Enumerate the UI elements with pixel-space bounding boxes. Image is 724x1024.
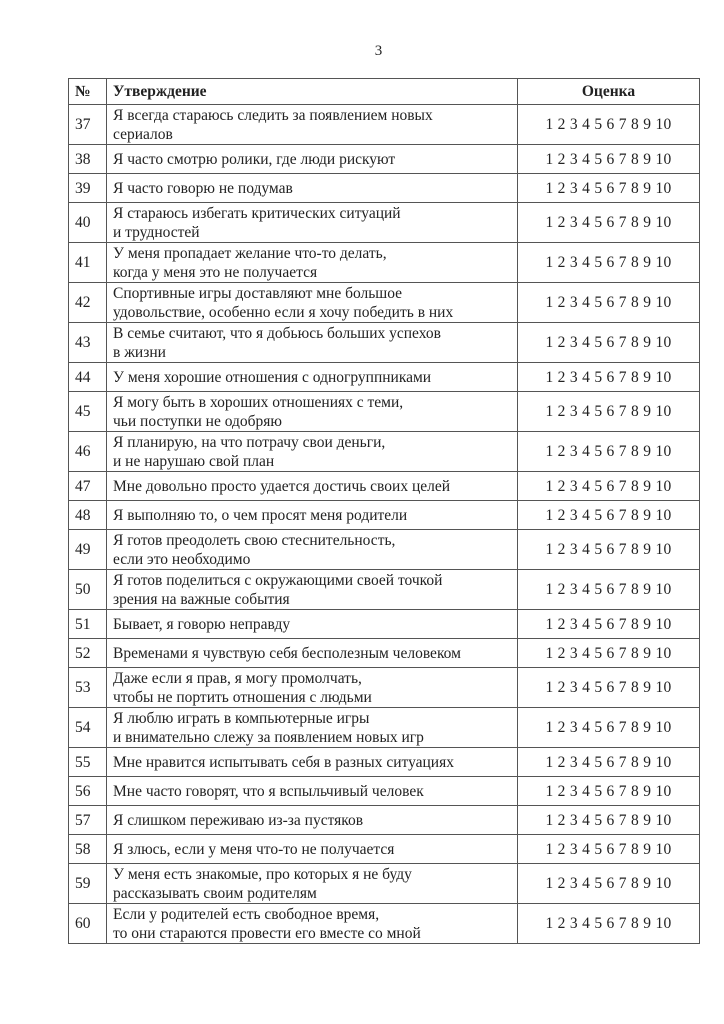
- row-statement: Я всегда стараюсь следить за появлением новых сериалов: [107, 105, 518, 145]
- table-row: [69, 610, 700, 639]
- row-statement: Я часто смотрю ролики, где люди рискуют: [107, 145, 518, 174]
- table-header-row: [69, 79, 700, 105]
- table-row: [69, 392, 700, 432]
- row-number: 53: [69, 668, 107, 708]
- row-number: 57: [69, 806, 107, 835]
- row-statement: Я готов преодолеть свою стеснительность, если это необходимо: [107, 530, 518, 570]
- row-score-scale: 1 2 3 4 5 6 7 8 9 10: [518, 203, 700, 243]
- table-row: [69, 105, 700, 145]
- row-number: 59: [69, 864, 107, 904]
- row-score-scale: 1 2 3 4 5 6 7 8 9 10: [518, 668, 700, 708]
- table-row: [69, 363, 700, 392]
- row-statement: У меня есть знакомые, про которых я не буду рассказывать своим родителям: [107, 864, 518, 904]
- header-number: №: [69, 79, 107, 105]
- row-number: 49: [69, 530, 107, 570]
- row-number: 47: [69, 472, 107, 501]
- row-score-scale: 1 2 3 4 5 6 7 8 9 10: [518, 392, 700, 432]
- row-statement: Я слишком переживаю из-за пустяков: [107, 806, 518, 835]
- row-number: 37: [69, 105, 107, 145]
- row-statement: Я часто говорю не подумав: [107, 174, 518, 203]
- row-score-scale: 1 2 3 4 5 6 7 8 9 10: [518, 708, 700, 748]
- row-statement: Я злюсь, если у меня что-то не получается: [107, 835, 518, 864]
- table-row: [69, 639, 700, 668]
- row-score-scale: 1 2 3 4 5 6 7 8 9 10: [518, 864, 700, 904]
- row-number: 41: [69, 243, 107, 283]
- row-number: 58: [69, 835, 107, 864]
- row-number: 51: [69, 610, 107, 639]
- row-number: 50: [69, 570, 107, 610]
- row-score-scale: 1 2 3 4 5 6 7 8 9 10: [518, 105, 700, 145]
- row-number: 55: [69, 748, 107, 777]
- row-number: 48: [69, 501, 107, 530]
- row-statement: Бывает, я говорю неправду: [107, 610, 518, 639]
- row-statement: Спортивные игры доставляют мне большое удовольствие, особенно если я хочу победить в них: [107, 283, 518, 323]
- table-row: [69, 708, 700, 748]
- row-score-scale: 1 2 3 4 5 6 7 8 9 10: [518, 243, 700, 283]
- row-statement: Временами я чувствую себя бесполезным человеком: [107, 639, 518, 668]
- row-statement: Мне довольно просто удается достичь своих целей: [107, 472, 518, 501]
- row-score-scale: 1 2 3 4 5 6 7 8 9 10: [518, 639, 700, 668]
- row-statement: Мне часто говорят, что я вспыльчивый человек: [107, 777, 518, 806]
- table-row: [69, 904, 700, 944]
- table-row: [69, 174, 700, 203]
- row-number: 54: [69, 708, 107, 748]
- table-row: [69, 748, 700, 777]
- table-row: [69, 472, 700, 501]
- table-row: [69, 806, 700, 835]
- row-statement: Даже если я прав, я могу промолчать, чтобы не портить отношения с людьми: [107, 668, 518, 708]
- row-statement: Я выполняю то, о чем просят меня родители: [107, 501, 518, 530]
- table-row: [69, 668, 700, 708]
- row-score-scale: 1 2 3 4 5 6 7 8 9 10: [518, 174, 700, 203]
- row-score-scale: 1 2 3 4 5 6 7 8 9 10: [518, 835, 700, 864]
- row-score-scale: 1 2 3 4 5 6 7 8 9 10: [518, 283, 700, 323]
- row-score-scale: 1 2 3 4 5 6 7 8 9 10: [518, 363, 700, 392]
- row-score-scale: 1 2 3 4 5 6 7 8 9 10: [518, 570, 700, 610]
- table-row: [69, 145, 700, 174]
- row-score-scale: 1 2 3 4 5 6 7 8 9 10: [518, 145, 700, 174]
- row-score-scale: 1 2 3 4 5 6 7 8 9 10: [518, 777, 700, 806]
- row-score-scale: 1 2 3 4 5 6 7 8 9 10: [518, 530, 700, 570]
- row-score-scale: 1 2 3 4 5 6 7 8 9 10: [518, 432, 700, 472]
- row-score-scale: 1 2 3 4 5 6 7 8 9 10: [518, 610, 700, 639]
- row-statement: У меня пропадает желание что-то делать, когда у меня это не получается: [107, 243, 518, 283]
- row-score-scale: 1 2 3 4 5 6 7 8 9 10: [518, 806, 700, 835]
- row-number: 46: [69, 432, 107, 472]
- row-number: 38: [69, 145, 107, 174]
- row-statement: Если у родителей есть свободное время, то они стараются провести его вместе со мной: [107, 904, 518, 944]
- page-number: 3: [374, 43, 383, 59]
- table-row: [69, 323, 700, 363]
- row-score-scale: 1 2 3 4 5 6 7 8 9 10: [518, 323, 700, 363]
- row-statement: Я люблю играть в компьютерные игры и внимательно слежу за появлением новых игр: [107, 708, 518, 748]
- row-statement: В семье считают, что я добьюсь больших успехов в жизни: [107, 323, 518, 363]
- table-row: [69, 203, 700, 243]
- table-row: [69, 283, 700, 323]
- header-score: Оценка: [518, 79, 700, 105]
- row-score-scale: 1 2 3 4 5 6 7 8 9 10: [518, 472, 700, 501]
- row-number: 39: [69, 174, 107, 203]
- row-statement: Я готов поделиться с окружающими своей точкой зрения на важные события: [107, 570, 518, 610]
- row-statement: Мне нравится испытывать себя в разных ситуациях: [107, 748, 518, 777]
- row-number: 42: [69, 283, 107, 323]
- row-number: 52: [69, 639, 107, 668]
- row-statement: У меня хорошие отношения с одногруппниками: [107, 363, 518, 392]
- row-score-scale: 1 2 3 4 5 6 7 8 9 10: [518, 748, 700, 777]
- row-number: 60: [69, 904, 107, 944]
- row-number: 56: [69, 777, 107, 806]
- table-row: [69, 501, 700, 530]
- table-row: [69, 864, 700, 904]
- row-statement: Я планирую, на что потрачу свои деньги, и не нарушаю свой план: [107, 432, 518, 472]
- table-row: [69, 432, 700, 472]
- row-statement: Я могу быть в хороших отношениях с теми, чьи поступки не одобряю: [107, 392, 518, 432]
- row-number: 40: [69, 203, 107, 243]
- header-statement: Утверждение: [107, 79, 518, 105]
- row-number: 43: [69, 323, 107, 363]
- table-row: [69, 777, 700, 806]
- row-score-scale: 1 2 3 4 5 6 7 8 9 10: [518, 904, 700, 944]
- table-row: [69, 530, 700, 570]
- row-number: 44: [69, 363, 107, 392]
- row-score-scale: 1 2 3 4 5 6 7 8 9 10: [518, 501, 700, 530]
- table-row: [69, 243, 700, 283]
- row-number: 45: [69, 392, 107, 432]
- table-row: [69, 835, 700, 864]
- table-row: [69, 570, 700, 610]
- row-statement: Я стараюсь избегать критических ситуаций и трудностей: [107, 203, 518, 243]
- questionnaire-table: [68, 78, 700, 944]
